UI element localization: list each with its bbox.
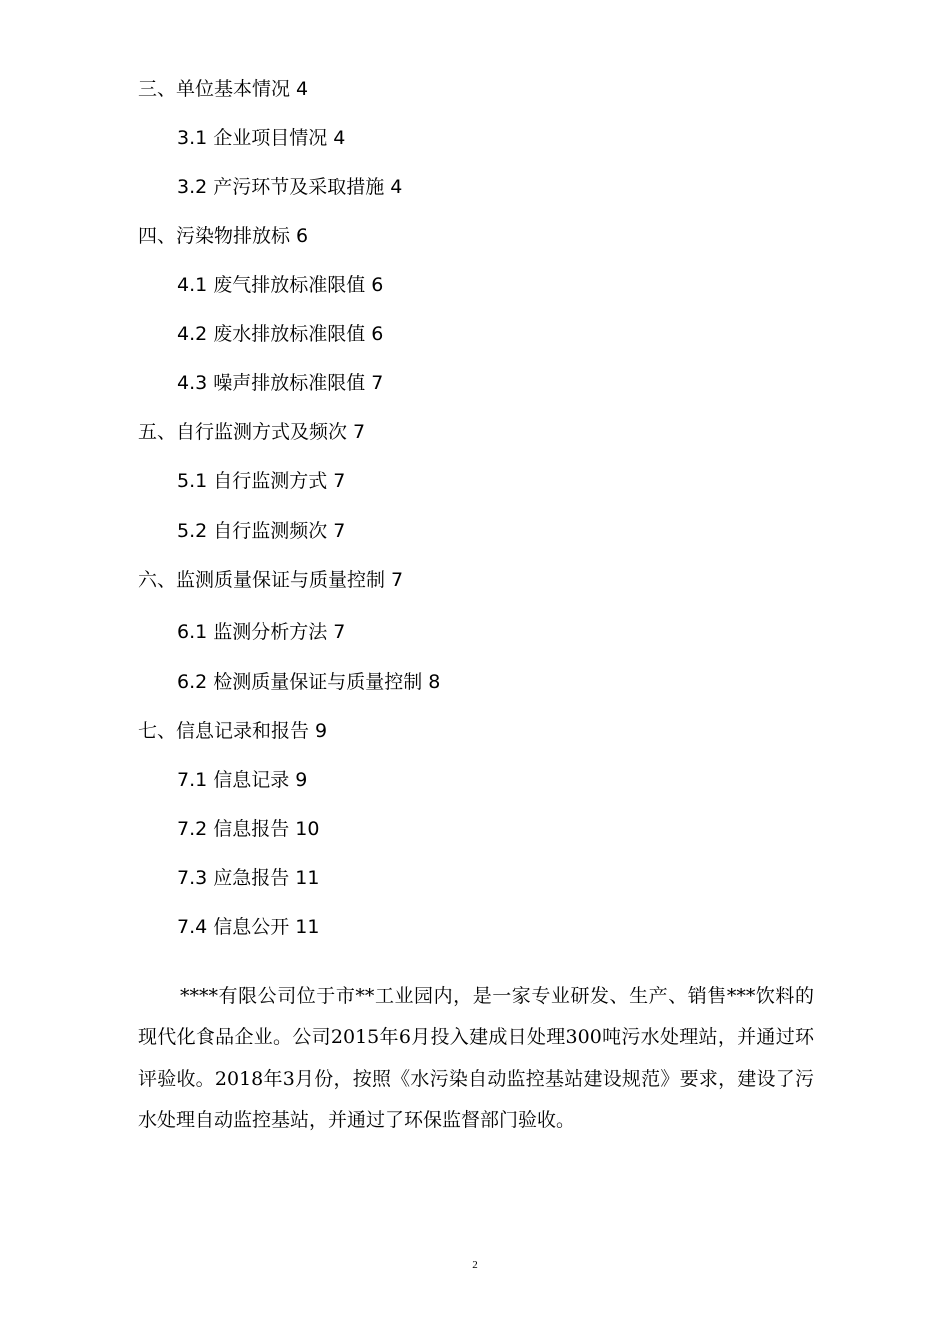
toc-entry: 7.1 信息记录 9 xyxy=(177,769,308,791)
toc-entry: 4.3 噪声排放标准限值 7 xyxy=(177,372,384,394)
page-number: 2 xyxy=(472,1259,478,1271)
toc-entry: 三、单位基本情况 4 xyxy=(138,78,309,100)
toc-entry: 3.1 企业项目情况 4 xyxy=(177,127,346,149)
toc-entry: 7.3 应急报告 11 xyxy=(177,867,320,889)
toc-entry: 6.1 监测分析方法 7 xyxy=(177,621,346,643)
toc-entry: 六、监测质量保证与质量控制 7 xyxy=(138,569,404,591)
toc-entry: 6.2 检测质量保证与质量控制 8 xyxy=(177,671,441,693)
toc-entry: 七、信息记录和报告 9 xyxy=(138,720,328,742)
toc-entry: 五、自行监测方式及频次 7 xyxy=(138,421,366,443)
toc-entry: 5.1 自行监测方式 7 xyxy=(177,470,346,492)
toc-entry: 4.2 废水排放标准限值 6 xyxy=(177,323,384,345)
toc-entry: 3.2 产污环节及采取措施 4 xyxy=(177,176,403,198)
body-paragraph: ****有限公司位于市**工业园内，是一家专业研发、生产、销售***饮料的现代化食品企业。公司2015年6月投入建成日处理300吨污水处理站，并通过环评验收。2018年3月份，按照《水污染自动监控基站建设规范》要求，建设了污水处理自动监控基站，并通过了环保监督部门验收。 xyxy=(138,985,814,1131)
toc-entry: 7.4 信息公开 11 xyxy=(177,916,320,938)
toc-entry: 四、污染物排放标 6 xyxy=(138,225,309,247)
toc-entry: 4.1 废气排放标准限值 6 xyxy=(177,274,384,296)
toc-entry: 5.2 自行监测频次 7 xyxy=(177,520,346,542)
toc-entry: 7.2 信息报告 10 xyxy=(177,818,320,840)
